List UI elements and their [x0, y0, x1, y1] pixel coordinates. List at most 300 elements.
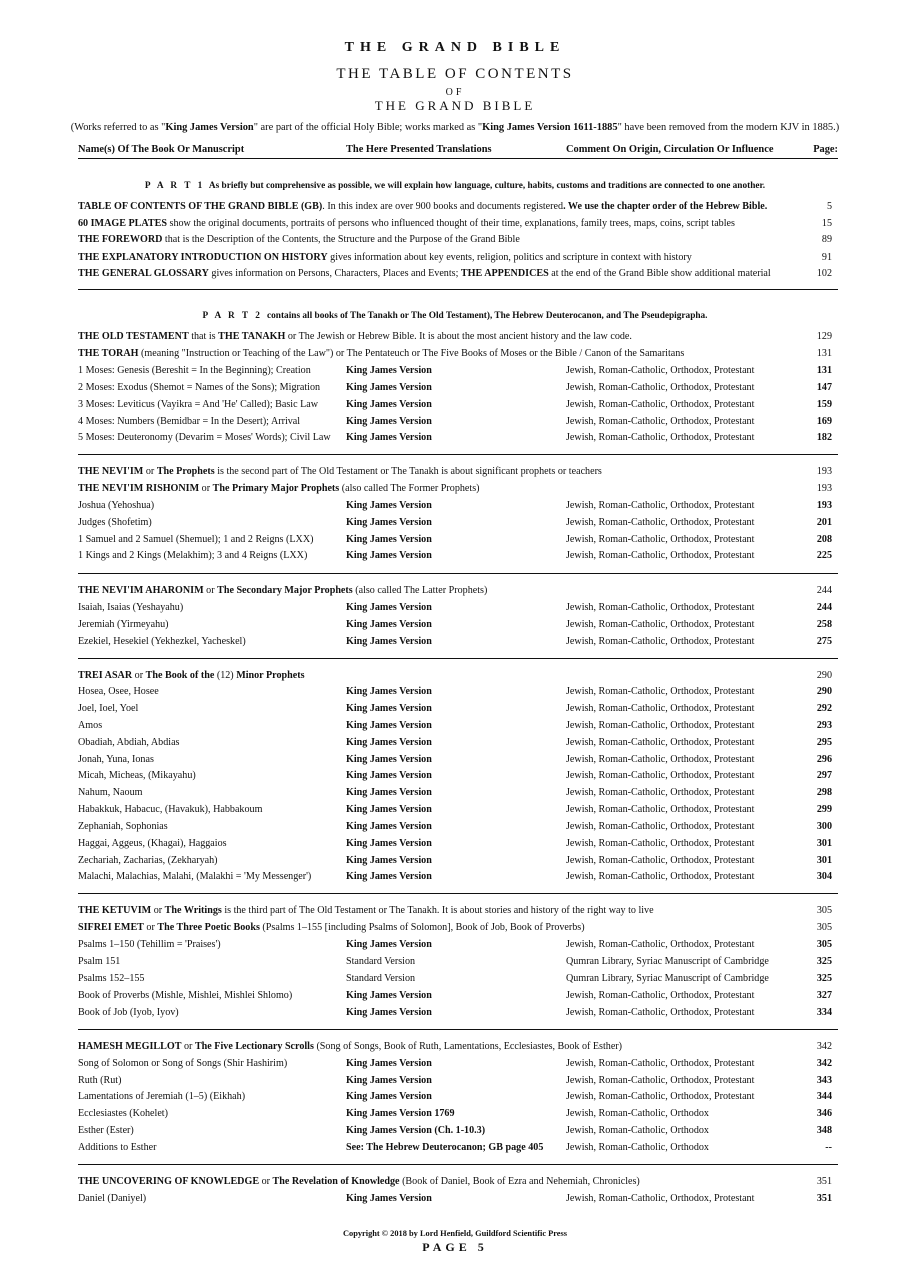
page-ref: 296	[816, 754, 832, 765]
page-ref: 91	[821, 252, 832, 263]
translation: King James Version	[346, 602, 432, 613]
book-row	[78, 735, 838, 751]
section-divider	[78, 289, 838, 290]
origin-comment: Qumran Library, Syriac Manuscript of Cambridge	[566, 973, 769, 984]
book-name: Psalm 151	[78, 956, 121, 967]
part-1-text: As briefly but comprehensive as possible, we will explain how language, culture, habits, customs and traditions are connected to one another.	[208, 181, 766, 191]
book-name: Amos	[78, 720, 103, 731]
page-ref: 346	[816, 1108, 832, 1119]
book-row	[78, 802, 838, 818]
section-text-part: at the end of the Grand Bible show additional material	[548, 268, 771, 279]
section-divider	[78, 893, 838, 894]
page-ref: 295	[816, 737, 832, 748]
book-row	[78, 380, 838, 396]
book-name: 1 Moses: Genesis (Bereshit = In the Beginning); Creation	[78, 365, 311, 376]
section-text-part: THE TORAH	[78, 348, 139, 359]
page-ref: 102	[816, 268, 832, 279]
section-row	[78, 481, 838, 497]
page-ref: 201	[816, 517, 832, 528]
book-row	[78, 718, 838, 734]
section-text-part: is the third part of The Old Testament or The Tanakh. It is about stories and history of the right way to live	[221, 905, 654, 916]
page-ref: 299	[816, 804, 832, 815]
book-name: Book of Job (Iyob, Iyov)	[78, 1007, 179, 1018]
book-name: Obadiah, Abdiah, Abdias	[78, 737, 180, 748]
book-row	[78, 768, 838, 784]
translation: King James Version	[346, 517, 432, 528]
origin-comment: Jewish, Roman-Catholic, Orthodox, Protestant	[566, 686, 755, 697]
origin-comment: Qumran Library, Syriac Manuscript of Cambridge	[566, 956, 769, 967]
page-ref: 244	[816, 602, 832, 613]
part-2-text: contains all books of The Tanakh or The Old Testament), The Hebrew Deuterocanon, and The Pseudepigrapha.	[267, 311, 708, 321]
book-name: 3 Moses: Leviticus (Vayikra = And 'He' Called); Basic Law	[78, 399, 319, 410]
section-row	[78, 199, 838, 215]
section-row	[78, 903, 838, 919]
book-name: Isaiah, Isaias (Yeshayahu)	[78, 602, 184, 613]
book-name: 1 Kings and 2 Kings (Melakhim); 3 and 4 Reigns (LXX)	[78, 550, 308, 561]
page-ref: 298	[816, 787, 832, 798]
translation: King James Version	[346, 365, 432, 376]
translation: King James Version	[346, 855, 432, 866]
book-name: Jeremiah (Yirmeyahu)	[78, 619, 169, 630]
translation: King James Version	[346, 619, 432, 630]
section-text-part: TREI ASAR	[78, 670, 133, 681]
origin-comment: Jewish, Roman-Catholic, Orthodox, Protestant	[566, 939, 755, 950]
section-text-part: Minor Prophets	[236, 670, 305, 681]
translation: See: The Hebrew Deuterocanon; GB page 405	[346, 1142, 544, 1153]
book-row	[78, 785, 838, 801]
translation: King James Version	[346, 770, 432, 781]
book-name: Ezekiel, Hesekiel (Yekhezkel, Yacheskel)	[78, 636, 246, 647]
column-header-translation: The Here Presented Translations	[346, 144, 492, 155]
version-note-part: " have been removed from the modern KJV in 1885.)	[617, 122, 840, 133]
translation: King James Version	[346, 703, 432, 714]
section-text-part: that is the Description of the Contents, the Structure and the Purpose of the Grand Bible	[162, 234, 520, 245]
book-name: Joshua (Yehoshua)	[78, 500, 155, 511]
section-row	[78, 232, 838, 248]
book-row	[78, 1089, 838, 1105]
page-ref: 225	[816, 550, 832, 561]
page-ref: 275	[816, 636, 832, 647]
translation: King James Version	[346, 838, 432, 849]
book-row	[78, 853, 838, 869]
section-text-part: The Revelation of Knowledge	[272, 1176, 400, 1187]
page-ref: 301	[816, 838, 832, 849]
section-description	[78, 250, 798, 266]
part-1-heading	[0, 181, 910, 191]
origin-comment: Jewish, Roman-Catholic, Orthodox, Protestant	[566, 432, 755, 443]
translation: King James Version	[346, 754, 432, 765]
book-name: Esther (Ester)	[78, 1125, 134, 1136]
section-text-part: or	[143, 466, 157, 477]
section-text-part: THE UNCOVERING OF KNOWLEDGE	[78, 1176, 260, 1187]
section-description	[78, 266, 798, 282]
page-ref: 159	[816, 399, 832, 410]
section-description	[78, 920, 798, 936]
origin-comment: Jewish, Roman-Catholic, Orthodox, Protestant	[566, 550, 755, 561]
page-ref: 334	[816, 1007, 832, 1018]
origin-comment: Jewish, Roman-Catholic, Orthodox, Protestant	[566, 871, 755, 882]
copyright-notice: Copyright © 2018 by Lord Henfield, Guildford Scientific Press	[342, 1229, 568, 1238]
section-description	[78, 1174, 798, 1190]
origin-comment: Jewish, Roman-Catholic, Orthodox, Protestant	[566, 821, 755, 832]
book-name: Joel, Ioel, Yoel	[78, 703, 139, 714]
page-ref: 304	[816, 871, 832, 882]
section-description	[78, 464, 798, 480]
book-row	[78, 1056, 838, 1072]
book-row	[78, 1005, 838, 1021]
translation: King James Version	[346, 1075, 432, 1086]
origin-comment: Jewish, Roman-Catholic, Orthodox, Protestant	[566, 804, 755, 815]
version-note-part: " are part of the official Holy Bible; works marked as "	[253, 122, 483, 133]
section-row	[78, 464, 838, 480]
book-row	[78, 836, 838, 852]
origin-comment: Jewish, Roman-Catholic, Orthodox, Protestant	[566, 636, 755, 647]
book-name: 5 Moses: Deuteronomy (Devarim = Moses' Words); Civil Law	[78, 432, 331, 443]
book-row	[78, 988, 838, 1004]
book-row	[78, 515, 838, 531]
column-header-comment: Comment On Origin, Circulation Or Influence	[566, 144, 774, 155]
section-text-part: THE KETUVIM	[78, 905, 152, 916]
section-text-part: THE NEVI'IM RISHONIM	[78, 483, 200, 494]
section-description	[78, 346, 798, 362]
page-ref: 301	[816, 855, 832, 866]
toc-heading-of: OF	[445, 87, 465, 98]
section-row	[78, 668, 838, 684]
translation: King James Version	[346, 720, 432, 731]
origin-comment: Jewish, Roman-Catholic, Orthodox, Protestant	[566, 1007, 755, 1018]
book-name: Song of Solomon or Song of Songs (Shir Hashirim)	[78, 1058, 288, 1069]
section-description	[78, 583, 798, 599]
page-ref: 131	[816, 348, 832, 359]
section-text-part: The Three Poetic Books	[157, 922, 260, 933]
origin-comment: Jewish, Roman-Catholic, Orthodox, Protestant	[566, 365, 755, 376]
book-row	[78, 1106, 838, 1122]
page-ref: 89	[821, 234, 832, 245]
page-ref: 292	[816, 703, 832, 714]
page-ref: 344	[816, 1091, 832, 1102]
page-ref: 169	[816, 416, 832, 427]
book-name: Habakkuk, Habacuc, (Havakuk), Habbakoum	[78, 804, 263, 815]
translation: King James Version	[346, 550, 432, 561]
section-text-part: or	[181, 1041, 195, 1052]
section-text-part: The Writings	[164, 905, 222, 916]
section-row	[78, 266, 838, 282]
origin-comment: Jewish, Roman-Catholic, Orthodox, Protestant	[566, 990, 755, 1001]
book-row	[78, 819, 838, 835]
page-ref: 297	[816, 770, 832, 781]
version-note-part: (Works referred to as "	[70, 122, 166, 133]
book-name: Nahum, Naoum	[78, 787, 143, 798]
book-row	[78, 971, 838, 987]
origin-comment: Jewish, Roman-Catholic, Orthodox, Protestant	[566, 770, 755, 781]
document-title: THE GRAND BIBLE	[344, 40, 566, 55]
section-description	[78, 329, 798, 345]
section-row	[78, 583, 838, 599]
page-ref: 208	[816, 534, 832, 545]
section-text-part: THE OLD TESTAMENT	[78, 331, 189, 342]
section-row	[78, 250, 838, 266]
origin-comment: Jewish, Roman-Catholic, Orthodox, Protestant	[566, 787, 755, 798]
translation: King James Version	[346, 416, 432, 427]
page-ref: 325	[816, 956, 832, 967]
section-text-part: (also called The Latter Prophets)	[352, 585, 488, 596]
origin-comment: Jewish, Roman-Catholic, Orthodox, Protestant	[566, 737, 755, 748]
translation: King James Version	[346, 686, 432, 697]
translation: King James Version	[346, 1193, 432, 1204]
book-row	[78, 430, 838, 446]
section-divider	[78, 1029, 838, 1030]
section-text-part: TABLE OF CONTENTS OF THE GRAND BIBLE (GB)	[78, 201, 323, 212]
book-row	[78, 701, 838, 717]
book-row	[78, 600, 838, 616]
origin-comment: Jewish, Roman-Catholic, Orthodox, Protestant	[566, 619, 755, 630]
section-text-part: The Primary Major Prophets	[212, 483, 340, 494]
section-text-part: gives information on Persons, Characters, Places and Events;	[208, 268, 461, 279]
section-row	[78, 216, 838, 232]
page-ref: 15	[821, 218, 832, 229]
book-row	[78, 937, 838, 953]
book-name: Psalms 1–150 (Tehillim = 'Praises')	[78, 939, 221, 950]
translation: Standard Version	[346, 973, 416, 984]
section-text-part: or	[151, 905, 165, 916]
page-ref: 258	[816, 619, 832, 630]
translation: King James Version	[346, 382, 432, 393]
page-number: PAGE 5	[422, 1240, 488, 1254]
section-text-part: THE TANAKH	[218, 331, 286, 342]
book-row	[78, 498, 838, 514]
translation: King James Version	[346, 737, 432, 748]
section-text-part: (12)	[214, 670, 237, 681]
page-ref: 348	[816, 1125, 832, 1136]
toc-heading-subject: THE GRAND BIBLE	[374, 98, 536, 113]
book-name: Judges (Shofetim)	[78, 517, 152, 528]
page-ref: 5	[826, 201, 832, 212]
book-name: Additions to Esther	[78, 1142, 157, 1153]
origin-comment: Jewish, Roman-Catholic, Orthodox, Protestant	[566, 382, 755, 393]
section-text-part: . We use the chapter order of the Hebrew Bible.	[563, 201, 768, 212]
section-text-part: 60 IMAGE PLATES	[78, 218, 167, 229]
origin-comment: Jewish, Roman-Catholic, Orthodox, Protestant	[566, 1058, 755, 1069]
book-row	[78, 363, 838, 379]
section-text-part: that is	[188, 331, 219, 342]
section-text-part: gives information about key events, religion, politics and scripture in context with history	[327, 252, 692, 263]
part-2-label: P A R T 2	[202, 311, 263, 321]
section-text-part: or	[199, 483, 213, 494]
page-ref: 343	[816, 1075, 832, 1086]
translation: King James Version	[346, 804, 432, 815]
part-2-heading	[0, 311, 910, 321]
section-row	[78, 346, 838, 362]
book-row	[78, 1073, 838, 1089]
book-row	[78, 414, 838, 430]
section-text-part: . In this index are over 900 books and documents registered	[322, 201, 564, 212]
page-ref: 129	[816, 331, 832, 342]
section-text-part: (Psalms 1–155 [including Psalms of Solomon], Book of Job, Book of Proverbs)	[259, 922, 585, 933]
book-name: Ruth (Rut)	[78, 1075, 122, 1086]
page-ref: 290	[816, 670, 832, 681]
book-name: Psalms 152–155	[78, 973, 145, 984]
translation: King James Version	[346, 990, 432, 1001]
origin-comment: Jewish, Roman-Catholic, Orthodox	[566, 1142, 709, 1153]
section-row	[78, 329, 838, 345]
book-name: Lamentations of Jeremiah (1–5) (Eikhah)	[78, 1091, 246, 1102]
section-text-part: (also called The Former Prophets)	[339, 483, 480, 494]
section-divider	[78, 658, 838, 659]
toc-heading: THE TABLE OF CONTENTS	[336, 66, 574, 82]
section-text-part: The Five Lectionary Scrolls	[194, 1041, 314, 1052]
page-ref: 342	[816, 1041, 832, 1052]
book-row	[78, 617, 838, 633]
book-row	[78, 1191, 838, 1207]
book-name: Zephaniah, Sophonias	[78, 821, 168, 832]
origin-comment: Jewish, Roman-Catholic, Orthodox	[566, 1125, 709, 1136]
origin-comment: Jewish, Roman-Catholic, Orthodox, Protestant	[566, 416, 755, 427]
translation: King James Version (Ch. 1-10.3)	[346, 1125, 486, 1136]
page-ref: 193	[816, 500, 832, 511]
section-description	[78, 1039, 798, 1055]
page-ref: 305	[816, 939, 832, 950]
book-name: 4 Moses: Numbers (Bemidbar = In the Desert); Arrival	[78, 416, 301, 427]
translation: King James Version	[346, 636, 432, 647]
page-ref: 131	[816, 365, 832, 376]
translation: King James Version	[346, 1091, 432, 1102]
book-name: Book of Proverbs (Mishle, Mishlei, Mishlei Shlomo)	[78, 990, 293, 1001]
origin-comment: Jewish, Roman-Catholic, Orthodox, Protestant	[566, 1075, 755, 1086]
translation: King James Version	[346, 821, 432, 832]
section-text-part: SIFREI EMET	[78, 922, 144, 933]
book-name: 2 Moses: Exodus (Shemot = Names of the Sons); Migration	[78, 382, 321, 393]
book-name: Zechariah, Zacharias, (Zekharyah)	[78, 855, 218, 866]
translation: King James Version	[346, 399, 432, 410]
origin-comment: Jewish, Roman-Catholic, Orthodox, Protestant	[566, 754, 755, 765]
section-text-part: or	[143, 922, 158, 933]
translation: Standard Version	[346, 956, 416, 967]
book-name: Haggai, Aggeus, (Khagai), Haggaios	[78, 838, 227, 849]
version-note-part: King James Version	[165, 122, 254, 133]
page-ref: 325	[816, 973, 832, 984]
origin-comment: Jewish, Roman-Catholic, Orthodox, Protestant	[566, 855, 755, 866]
section-text-part: The Prophets	[156, 466, 215, 477]
translation: King James Version	[346, 871, 432, 882]
section-description	[78, 199, 798, 215]
section-text-part: or The Jewish or Hebrew Bible. It is about the most ancient history and the law code.	[285, 331, 632, 342]
section-text-part: THE NEVI'IM	[78, 466, 144, 477]
section-row	[78, 1174, 838, 1190]
book-row	[78, 752, 838, 768]
translation: King James Version	[346, 432, 432, 443]
origin-comment: Jewish, Roman-Catholic, Orthodox, Protestant	[566, 517, 755, 528]
book-name: Jonah, Yuna, Ionas	[78, 754, 154, 765]
translation: King James Version	[346, 939, 432, 950]
book-row	[78, 1123, 838, 1139]
book-name: Ecclesiastes (Kohelet)	[78, 1108, 168, 1119]
section-text-part: (Book of Daniel, Book of Ezra and Nehemiah, Chronicles)	[399, 1176, 640, 1187]
page-ref: 293	[816, 720, 832, 731]
page-ref: --	[825, 1142, 832, 1153]
book-name: 1 Samuel and 2 Samuel (Shemuel); 1 and 2 Reigns (LXX)	[78, 534, 314, 545]
book-row	[78, 397, 838, 413]
page-ref: 193	[816, 483, 832, 494]
section-row	[78, 920, 838, 936]
book-row	[78, 1140, 838, 1156]
section-description	[78, 216, 798, 232]
version-note-part: King James Version 1611-1885	[482, 122, 618, 133]
page-ref: 182	[816, 432, 832, 443]
origin-comment: Jewish, Roman-Catholic, Orthodox	[566, 1108, 709, 1119]
book-row	[78, 548, 838, 564]
book-row	[78, 954, 838, 970]
section-text-part: The Book of the	[145, 670, 215, 681]
origin-comment: Jewish, Roman-Catholic, Orthodox, Protestant	[566, 399, 755, 410]
origin-comment: Jewish, Roman-Catholic, Orthodox, Protestant	[566, 720, 755, 731]
page-ref: 147	[816, 382, 832, 393]
section-text-part: or	[132, 670, 146, 681]
section-description	[78, 903, 798, 919]
translation: King James Version	[346, 500, 432, 511]
origin-comment: Jewish, Roman-Catholic, Orthodox, Protestant	[566, 500, 755, 511]
section-text-part: or	[203, 585, 218, 596]
book-name: Micah, Micheas, (Mikayahu)	[78, 770, 196, 781]
origin-comment: Jewish, Roman-Catholic, Orthodox, Protestant	[566, 602, 755, 613]
section-text-part: THE APPENDICES	[460, 268, 549, 279]
page-ref: 305	[816, 922, 832, 933]
section-text-part: (meaning "Instruction or Teaching of the Law") or The Pentateuch or The Five Books of Moses or the Bible / Canon of the Samaritans	[138, 348, 685, 359]
page-ref: 290	[816, 686, 832, 697]
page-ref: 327	[816, 990, 832, 1001]
page-ref: 351	[816, 1193, 832, 1204]
section-divider	[78, 573, 838, 574]
page-ref: 351	[816, 1176, 832, 1187]
section-description	[78, 668, 798, 684]
section-text-part: is the second part of The Old Testament or The Tanakh is about significant prophets or teachers	[214, 466, 602, 477]
part-1-label: P A R T 1	[144, 181, 205, 191]
section-text-part: HAMESH MEGILLOT	[78, 1041, 182, 1052]
section-description	[78, 481, 798, 497]
book-row	[78, 684, 838, 700]
section-divider	[78, 1164, 838, 1165]
translation: King James Version	[346, 787, 432, 798]
column-header-name: Name(s) Of The Book Or Manuscript	[78, 144, 245, 155]
translation: King James Version 1769	[346, 1108, 455, 1119]
book-name: Malachi, Malachias, Malahi, (Malakhi = 'My Messenger')	[78, 871, 312, 882]
section-text-part: THE FOREWORD	[78, 234, 163, 245]
translation: King James Version	[346, 1058, 432, 1069]
translation: King James Version	[346, 1007, 432, 1018]
origin-comment: Jewish, Roman-Catholic, Orthodox, Protestant	[566, 1193, 755, 1204]
origin-comment: Jewish, Roman-Catholic, Orthodox, Protestant	[566, 534, 755, 545]
section-row	[78, 1039, 838, 1055]
column-headers	[78, 144, 838, 159]
section-text-part: THE GENERAL GLOSSARY	[78, 268, 209, 279]
book-row	[78, 634, 838, 650]
section-text-part: THE NEVI'IM AHARONIM	[78, 585, 204, 596]
page-ref: 300	[816, 821, 832, 832]
book-row	[78, 532, 838, 548]
section-text-part: show the original documents, portraits of persons who influenced thought of their time, explanations, family trees, maps, coins, script tables	[167, 218, 735, 229]
origin-comment: Jewish, Roman-Catholic, Orthodox, Protestant	[566, 838, 755, 849]
page-ref: 342	[816, 1058, 832, 1069]
section-divider	[78, 454, 838, 455]
origin-comment: Jewish, Roman-Catholic, Orthodox, Protestant	[566, 1091, 755, 1102]
page-ref: 305	[816, 905, 832, 916]
section-text-part: (Song of Songs, Book of Ruth, Lamentations, Ecclesiastes, Book of Esther)	[313, 1041, 623, 1052]
book-row	[78, 869, 838, 885]
column-header-page: Page:	[813, 144, 838, 155]
translation: King James Version	[346, 534, 432, 545]
book-name: Daniel (Daniyel)	[78, 1193, 147, 1204]
version-note	[0, 122, 910, 133]
section-text-part: The Secondary Major Prophets	[217, 585, 353, 596]
